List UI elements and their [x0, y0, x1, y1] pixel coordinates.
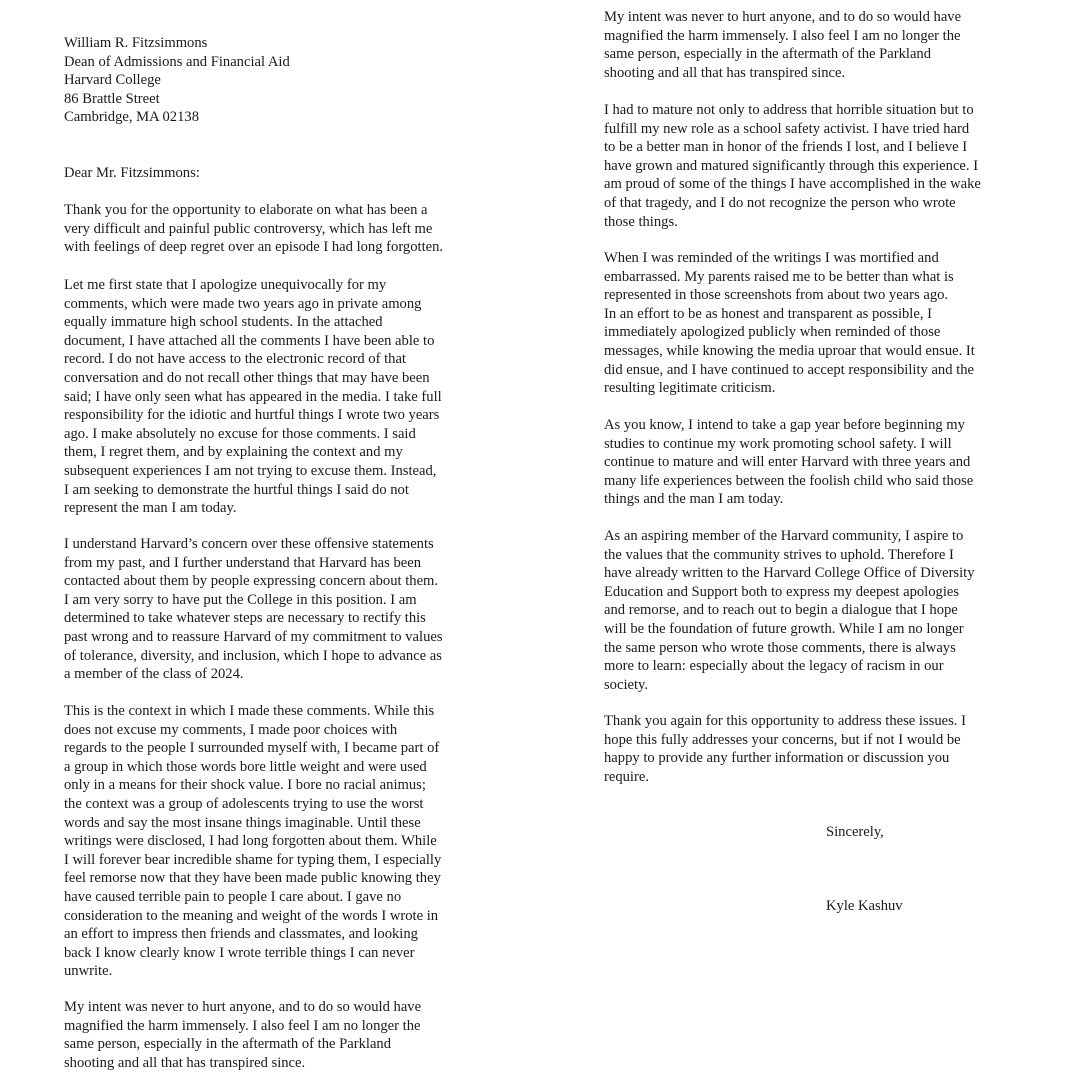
text-line: more to learn: especially about the legacy of racism in our [604, 658, 944, 675]
text-line: immediately apologized publicly when reminded of those [604, 324, 941, 341]
text-line: This is the context in which I made these comments. While this [64, 703, 435, 719]
address-line: William R. Fitzsimmons [64, 35, 208, 51]
paragraph-thank-you [604, 712, 966, 786]
paragraph-intent-continued [604, 8, 961, 82]
text-line: happy to provide any further information or discussion you [604, 750, 950, 767]
text-line: In an effort to be as honest and transparent as possible, I [604, 305, 932, 322]
text-line: Let me first state that I apologize unequivocally for my [64, 277, 387, 293]
text-line: comments, which were made two years ago in private among [64, 295, 422, 312]
paragraph-community [604, 527, 975, 694]
text-line: back I know clearly know I wrote terrible things I can never [64, 944, 415, 961]
text-line: embarrassed. My parents raised me to be better than what is [604, 268, 954, 285]
text-line: fulfill my new role as a school safety activist. I have tried hard [604, 120, 970, 137]
text-line: those things. [604, 213, 678, 230]
text-line: subsequent experiences I am not trying to excuse them. Instead, [64, 462, 437, 479]
text-line: have already written to the Harvard College Office of Diversity [604, 565, 975, 582]
text-line: resulting legitimate criticism. [604, 380, 776, 397]
text-line: When I was reminded of the writings I was mortified and [604, 250, 939, 266]
text-line: responsibility for the idiotic and hurtful things I wrote two years [64, 407, 440, 424]
paragraph-apology [64, 276, 442, 518]
text-line: with feelings of deep regret over an episode I had long forgotten. [64, 239, 444, 256]
text-line: the values that the community strives to uphold. Therefore I [604, 546, 954, 563]
text-line: continue to mature and will enter Harvard with three years and [604, 454, 971, 471]
text-line: contacted about them by people expressing concern about them. [64, 573, 439, 590]
text-line: Thank you for the opportunity to elaborate on what has been a [64, 202, 428, 218]
text-line: many life experiences between the foolish child who said those [604, 472, 974, 489]
text-line: represent the man I am today. [64, 500, 237, 517]
closing [826, 823, 884, 842]
text-line: conversation and do not recall other things that may have been [64, 369, 430, 386]
text-line: Education and Support both to express my deepest apologies [604, 583, 960, 600]
text-line: of that tragedy, and I do not recognize the person who wrote [604, 194, 956, 211]
text-line: document, I have attached all the comments I have been able to [64, 332, 435, 349]
text-line: I had to mature not only to address that horrible situation but to [604, 102, 974, 118]
text-line: same person, especially in the aftermath of the Parkland [64, 1036, 392, 1053]
text-line: hope this fully addresses your concerns, but if not I would be [604, 731, 961, 748]
paragraph-intro [64, 201, 443, 257]
text-line: and remorse, and to reach out to begin a dialogue that I hope [604, 602, 958, 619]
text-line: have caused terrible pain to people I care about. I gave no [64, 888, 402, 905]
text-line: from my past, and I further understand that Harvard has been [64, 554, 422, 571]
paragraph-reminded [604, 249, 975, 398]
salutation-text: Dear Mr. Fitzsimmons: [64, 165, 200, 181]
text-line: a group in which those words bore little weight and were used [64, 758, 427, 775]
address-line: Dean of Admissions and Financial Aid [64, 53, 290, 70]
text-line: As an aspiring member of the Harvard community, I aspire to [604, 528, 964, 544]
paragraph-mature [604, 101, 981, 231]
text-line: a member of the class of 2024. [64, 666, 244, 683]
text-line: consideration to the meaning and weight of the words I wrote in [64, 907, 439, 924]
text-line: shooting and all that has transpired since. [64, 1054, 306, 1071]
text-line: magnified the harm immensely. I also feel I am no longer the [604, 27, 961, 44]
text-line: did ensue, and I have continued to accept responsibility and the [604, 361, 975, 378]
recipient-address [64, 34, 290, 127]
signature-name: Kyle Kashuv [826, 898, 903, 914]
text-line: society. [604, 676, 649, 693]
closing-text: Sincerely, [826, 824, 884, 840]
text-line: I will forever bear incredible shame for typing them, I especially [64, 851, 442, 868]
text-line: will be the foundation of future growth. While I am no longer [604, 620, 964, 637]
text-line: My intent was never to hurt anyone, and to do so would have [604, 9, 962, 25]
text-line: the context was a group of adolescents trying to use the worst [64, 795, 424, 812]
text-line: determined to take whatever steps are necessary to rectify this [64, 610, 426, 627]
text-line: have grown and matured significantly through this experience. I [604, 157, 979, 174]
text-line: past wrong and to reassure Harvard of my commitment to values [64, 628, 443, 645]
text-line: them, I regret them, and by explaining the context and my [64, 444, 403, 461]
text-line: shooting and all that has transpired since. [604, 64, 846, 81]
text-line: the same person who wrote those comments, there is always [604, 639, 956, 656]
text-line: said; I have only seen what has appeared in the media. I take full [64, 388, 442, 405]
text-line: does not excuse my comments, I made poor choices with [64, 721, 398, 738]
address-line: Cambridge, MA 02138 [64, 109, 199, 126]
text-line: Thank you again for this opportunity to address these issues. I [604, 713, 966, 729]
signature [826, 897, 903, 916]
text-line: very difficult and painful public controversy, which has left me [64, 220, 433, 237]
text-line: regards to the people I surrounded myself with, I became part of [64, 740, 440, 757]
text-line: words and say the most insane things imaginable. Until these [64, 814, 421, 831]
text-line: same person, especially in the aftermath of the Parkland [604, 46, 932, 63]
text-line: magnified the harm immensely. I also feel I am no longer the [64, 1017, 421, 1034]
text-line: My intent was never to hurt anyone, and to do so would have [64, 999, 422, 1015]
text-line: I understand Harvard’s concern over these offensive statements [64, 536, 434, 552]
paragraph-intent [64, 998, 421, 1072]
salutation [64, 164, 200, 183]
text-line: things and the man I am today. [604, 491, 784, 508]
text-line: require. [604, 768, 649, 785]
text-line: an effort to impress then friends and classmates, and looking [64, 926, 418, 943]
text-line: ago. I make absolutely no excuse for those comments. I said [64, 425, 416, 442]
text-line: only in a means for their shock value. I bore no racial animus; [64, 777, 426, 794]
address-line: 86 Brattle Street [64, 90, 160, 107]
text-line: to be a better man in honor of the friends I lost, and I believe I [604, 139, 968, 156]
text-line: equally immature high school students. In the attached [64, 314, 383, 331]
text-line: represented in those screenshots from about two years ago. [604, 287, 949, 304]
text-line: As you know, I intend to take a gap year before beginning my [604, 417, 965, 433]
text-line: I am seeking to demonstrate the hurtful things I said do not [64, 481, 409, 498]
address-line: Harvard College [64, 72, 161, 89]
paragraph-gap-year [604, 416, 973, 509]
text-line: unwrite. [64, 963, 113, 980]
text-line: writings were disclosed, I had long forgotten about them. While [64, 833, 437, 850]
text-line: feel remorse now that they have been made public knowing they [64, 870, 441, 887]
paragraph-concern [64, 535, 443, 684]
text-line: studies to continue my work promoting school safety. I will [604, 435, 952, 452]
text-line: messages, while knowing the media uproar that would ensue. It [604, 342, 975, 359]
text-line: am proud of some of the things I have accomplished in the wake [604, 176, 981, 193]
text-line: record. I do not have access to the electronic record of that [64, 351, 406, 368]
text-line: I am very sorry to have put the College in this position. I am [64, 591, 417, 608]
paragraph-context [64, 702, 441, 981]
text-line: of tolerance, diversity, and inclusion, which I hope to advance as [64, 647, 442, 664]
